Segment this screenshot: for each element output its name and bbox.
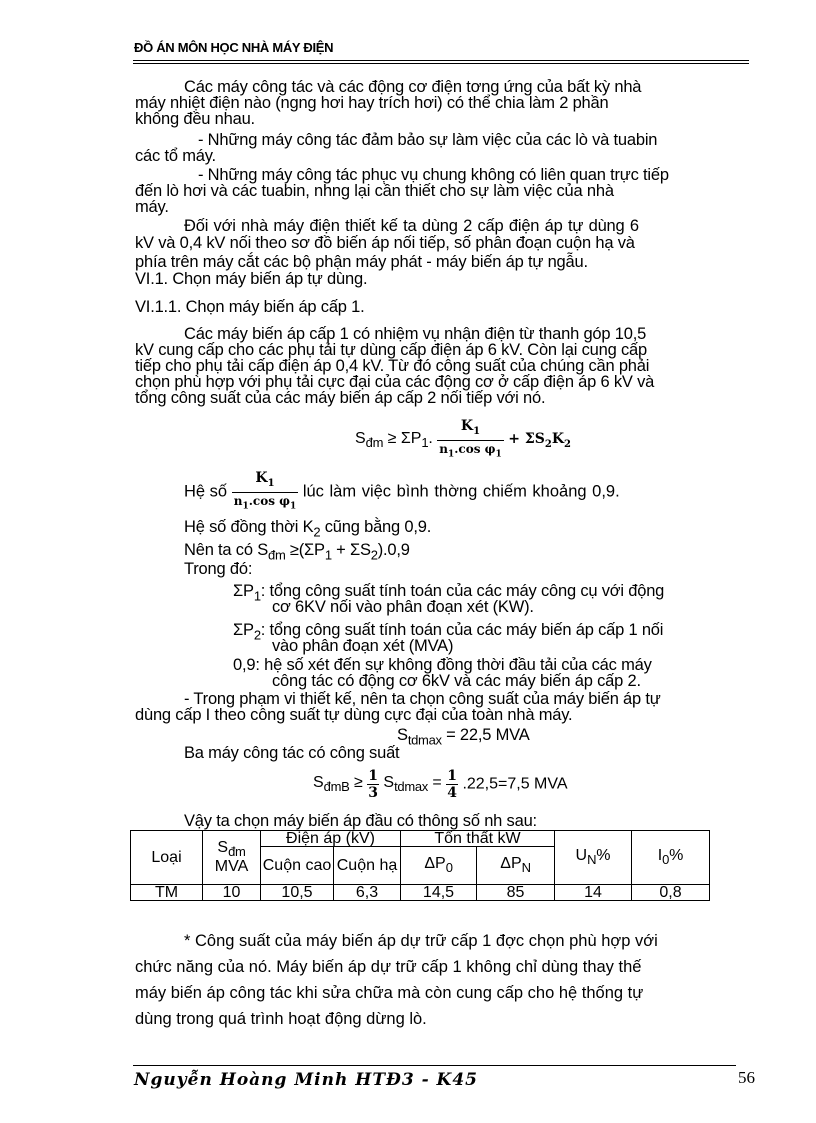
- heso-line: Hệ số $\frac{K_1}{n_1.\cos \varphi_1}$ lúc làm việc bình thờng chiếm khoảng 0,9.: [184, 470, 620, 514]
- definition-line: cơ 6KV nối vào phân đoạn xét (KW).: [272, 598, 534, 616]
- table-cell: 10: [203, 885, 261, 901]
- text-line: Vậy ta chọn máy biến áp đầu có thông số nh sau:: [184, 812, 537, 830]
- th-sdm: $S_{đm}$ MVA: [203, 831, 261, 885]
- text-line: kV và 0,4 kV nối theo sơ đồ biến áp nối tiếp, số phân đoạn cuộn hạ và: [135, 234, 635, 252]
- th-cuon-cao: Cuộn cao: [261, 847, 334, 885]
- fraction-k1: $\frac{K_1}{n_1.\cos \varphi_1}$: [437, 418, 504, 462]
- text-line: chọn phù hợp với phụ tải cực đại của các động cơ ở cấp điện áp 6 kV và: [135, 373, 655, 391]
- fraction-one-quarter: $\frac{1}{4}$: [447, 768, 457, 801]
- text-line: đến lò hơi và các tuabin, nhng lại cần thiết cho sự làm việc của nhà: [135, 182, 614, 200]
- table-cell: 14: [555, 885, 632, 901]
- page-header: ĐỒ ÁN MÔN HỌC NHÀ MÁY ĐIỆN: [134, 40, 334, 55]
- table-cell: TM: [131, 885, 203, 901]
- text-line: Đối với nhà máy điện thiết kế ta dùng 2 cấp điện áp tự dùng 6: [184, 217, 639, 235]
- fraction-one-third: $\frac{1}{3}$: [368, 768, 378, 801]
- text-line: máy biến áp công tác khi sửa chữa mà còn cung cấp cho hệ thống tự: [135, 984, 644, 1002]
- definition-line: 0,9: hệ số xét đến sự không đồng thời đầu tải của các máy: [233, 656, 652, 674]
- text-line: Trong đó:: [184, 560, 253, 578]
- header-rule-thin: [133, 63, 749, 64]
- th-un: $U_N\%$: [555, 831, 632, 885]
- equation-sdm: $S_{đm} \ge \Sigma P_1$. $\frac{K_1}{n_1.\cos \varphi_1}$ + $\Sigma S_2K_2$: [355, 418, 571, 462]
- text-line: - Những máy công tác đảm bảo sự làm việc của các lò và tuabin: [198, 131, 658, 149]
- th-i0: $I_0\%$: [632, 831, 710, 885]
- text-line: Các máy biến áp cấp 1 có nhiệm vụ nhận điện từ thanh góp 10,5: [184, 325, 647, 343]
- text-line: - Trong phạm vi thiết kế, nên ta chọn công suất của máy biến áp tự: [184, 690, 661, 708]
- text-line: chức năng của nó. Máy biến áp dự trữ cấp 1 không chỉ dùng thay thế: [135, 958, 642, 976]
- th-ton-that: Tổn thất kW: [401, 831, 555, 847]
- text-line: - Những máy công tác phục vụ chung không có liên quan trực tiếp: [198, 166, 669, 184]
- text-line: Các máy công tác và các động cơ điện tơng ứng của bất kỳ nhà: [184, 78, 642, 96]
- header-rule: [133, 60, 749, 61]
- text-line: dùng cấp I theo công suất tự dùng cực đại của toàn nhà máy.: [135, 706, 573, 724]
- text-line: * Công suất của máy biến áp dự trữ cấp 1 đợc chọn phù hợp với: [184, 932, 658, 950]
- fraction-k1-inline: $\frac{K_1}{n_1.\cos \varphi_1}$: [232, 470, 299, 514]
- table-cell: 6,3: [334, 885, 401, 901]
- text-line: Ba máy công tác có công suất: [184, 744, 400, 762]
- text-line: dùng trong quá trình hoạt động dừng lò.: [135, 1010, 427, 1028]
- text-line: máy.: [135, 198, 169, 216]
- text-line: kV cung cấp cho các phụ tải tự dùng cấp điện áp 6 kV. Còn lại cung cấp: [135, 341, 647, 359]
- th-cuon-ha: Cuộn hạ: [334, 847, 401, 885]
- text-line: Hệ số đồng thời $K_2$ cũng bằng 0,9.: [184, 518, 432, 540]
- text-line: tổng công suất của các máy biến áp cấp 2 nối tiếp với nó.: [135, 389, 546, 407]
- definition-line: vào phân đoạn xét (MVA): [272, 637, 454, 655]
- definition-line: $\Sigma P_1$: tổng công suất tính toán của các máy công cụ với động: [233, 582, 665, 604]
- th-dp0: $\Delta P_0$: [401, 847, 477, 885]
- text-line: tiếp cho phụ tải cấp điện áp 0,4 kV. Từ đó công suất của chúng cần phải: [135, 357, 650, 375]
- definition-line: công tác có động cơ 6kV và các máy biến áp cấp 2.: [272, 672, 641, 690]
- section-heading: VI.1.1. Chọn máy biến áp cấp 1.: [135, 298, 365, 316]
- page-number: 56: [738, 1068, 755, 1087]
- text-line: không đều nhau.: [135, 110, 255, 128]
- text-line: phía trên máy cắt các bộ phận máy phát - máy biến áp tự ngẫu.: [135, 253, 588, 271]
- text-line: các tổ máy.: [135, 147, 216, 165]
- footer-rule: [133, 1065, 736, 1066]
- text-line: máy nhiệt điện nào (ngng hơi hay trích hơi) có thể chia làm 2 phần: [135, 94, 609, 112]
- section-heading: VI.1. Chọn máy biến áp tự dùng.: [135, 270, 368, 288]
- footer-author: Nguyễn Hoàng Minh HTĐ3 - K45: [134, 1070, 478, 1090]
- th-loai: Loại: [131, 831, 203, 885]
- table-cell: 10,5: [261, 885, 334, 901]
- transformer-spec-table: [130, 830, 710, 901]
- th-dien-ap: Điện áp (kV): [261, 831, 401, 847]
- table-cell: 0,8: [632, 885, 710, 901]
- th-dpn: $\Delta P_N$: [477, 847, 555, 885]
- stdmax-line: $S_{tdmax} = 22,5$ MVA: [397, 726, 530, 748]
- table-cell: 14,5: [401, 885, 477, 901]
- table-cell: 85: [477, 885, 555, 901]
- definition-line: $\Sigma P_2$: tổng công suất tính toán của các máy biến áp cấp 1 nối: [233, 621, 664, 643]
- text-line: Nên ta có $S_{đm} \ge(\Sigma P_1 + \Sigma S_2).0,9$: [184, 541, 410, 563]
- equation-sdmb: $S_{đmB}$ ≥ $\frac{1}{3}$ $S_{tdmax}$ = $\frac{1}{4}$ .22,5=7,5 MVA: [313, 768, 568, 801]
